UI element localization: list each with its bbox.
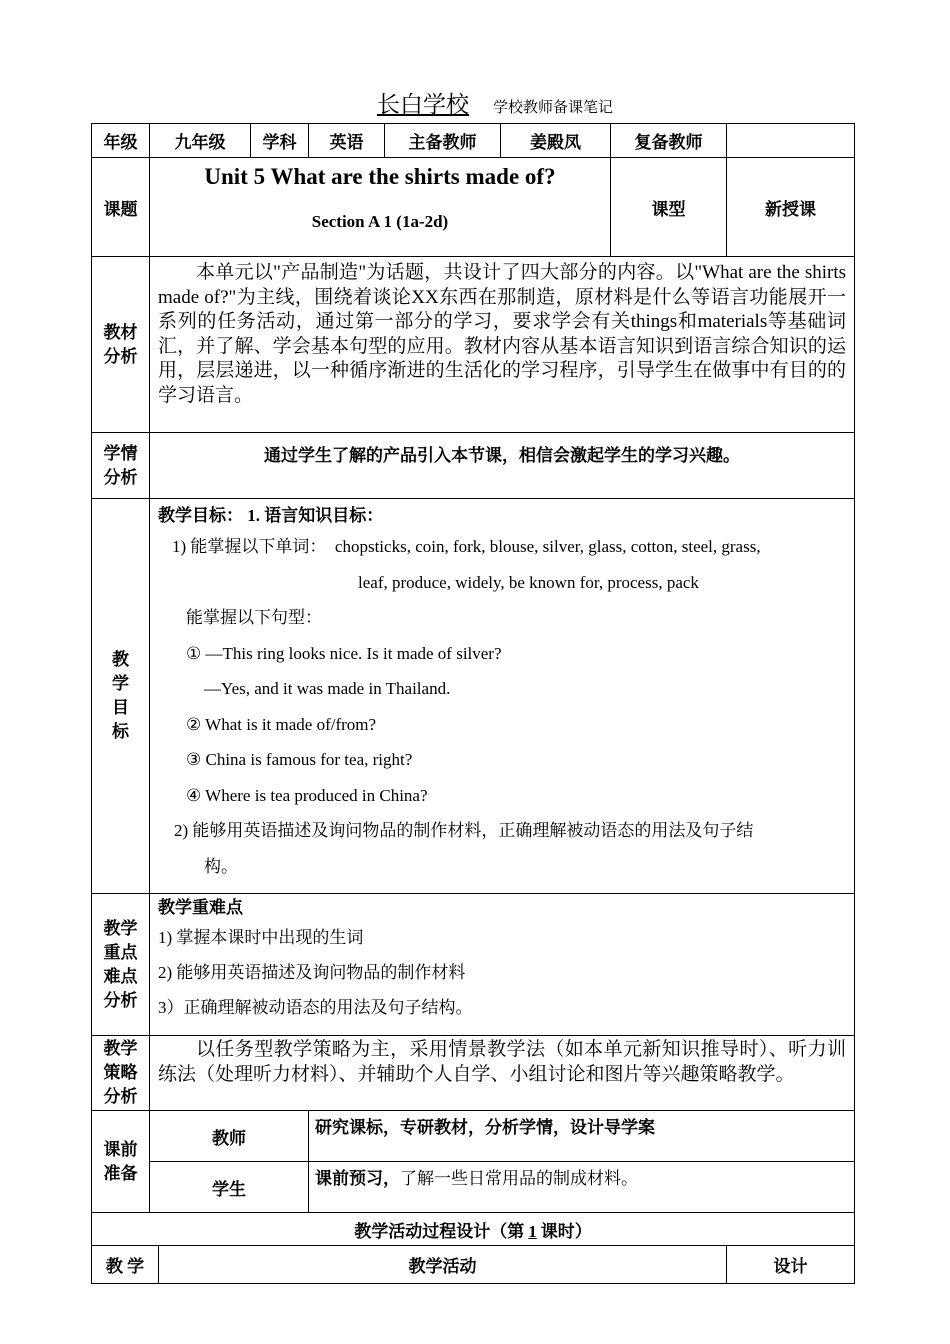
words-list-2: leaf, produce, widely, be known for, process, pack	[358, 572, 699, 592]
preparation-label: 课前准备	[92, 1111, 150, 1213]
key-points-cell	[150, 894, 855, 1036]
process-col-design: 设计	[727, 1246, 855, 1284]
material-analysis-label: 教材分析	[92, 257, 150, 433]
review-teacher-label: 复备教师	[611, 124, 727, 158]
key-points-label: 教学重点难点分析	[92, 894, 150, 1036]
strategy-text: 以任务型教学策略为主，采用情景教学法（如本单元新知识推导时）、听力训练法（处理听力材料）、并辅助个人自学、小组讨论和图片等兴趣策略教学。	[158, 1039, 846, 1085]
prep-teacher-label: 教师	[150, 1111, 309, 1162]
material-analysis-cell	[150, 257, 855, 433]
grade-value: 九年级	[150, 124, 251, 158]
topic-label: 课题	[92, 158, 150, 257]
teaching-goals-cell	[150, 499, 855, 894]
review-teacher-value	[727, 124, 855, 158]
process-title: 教学活动过程设计（第 1 课时）	[92, 1213, 855, 1246]
key-point-3: 3）正确理解被动语态的用法及句子结构。	[158, 998, 473, 1017]
subject-value: 英语	[309, 124, 385, 158]
key-points-heading: 教学重难点	[158, 898, 243, 917]
topic-cell	[150, 158, 611, 257]
goals-heading: 教学目标： 1. 语言知识目标：	[158, 506, 384, 525]
lesson-plan-table	[91, 123, 855, 1284]
prep-student-bold: 课前预习，	[315, 1169, 400, 1188]
patterns-intro: 能掌握以下句型：	[186, 608, 322, 627]
lead-teacher-value: 姜殿凤	[501, 124, 611, 158]
sentence-2: ② What is it made of/from?	[186, 714, 377, 734]
key-point-1: 1) 掌握本课时中出现的生词	[158, 928, 364, 947]
lesson-type-label: 课型	[611, 158, 727, 257]
sentence-1b: —Yes, and it was made in Thailand.	[204, 679, 451, 698]
sentence-3: ③ China is famous for tea, right?	[186, 750, 413, 769]
sentence-1a: ① —This ring looks nice. Is it made of silver?	[186, 643, 502, 663]
sentence-4: ④ Where is tea produced in China?	[186, 785, 428, 805]
grade-label: 年级	[92, 124, 150, 158]
subject-label: 学科	[251, 124, 309, 158]
teaching-goals-label: 教学目标	[92, 499, 150, 894]
document-subtitle: 学校教师备课笔记	[492, 100, 613, 116]
strategy-label: 教学策略分析	[92, 1036, 150, 1111]
strategy-cell	[150, 1036, 855, 1111]
learner-analysis-label: 学情分析	[92, 433, 150, 499]
process-col-activity: 教学活动	[159, 1246, 727, 1284]
words-list-1: chopsticks, coin, fork, blouse, silver, glass, cotton, steel, grass,	[334, 537, 761, 556]
words-intro: 1) 能掌握以下单词：	[172, 537, 327, 556]
document-title	[0, 86, 950, 119]
goal-item-2: 2) 能够用英语描述及询问物品的制作材料，正确理解被动语态的用法及句子结	[174, 821, 754, 840]
prep-student-cell	[309, 1162, 855, 1213]
section-title: Section A 1 (1a-2d)	[311, 212, 449, 231]
material-analysis-text: 本单元以"产品制造"为话题，共设计了四大部分的内容。以"What are the shirts made of?"为主线，围绕着谈论XX东西在那制造，原材料是什么等语言功能展开一系列的任务活动，通过第一部分的学习，要求学会有关things和materials等基础词汇，并了解、学会基本句型的应用。教材内容从基本语言知识到语言综合知识的运用，层层递进，以一种循序渐进的生活化的学习程序，引导学生在做事中有目的的学习语言。	[158, 262, 846, 406]
lead-teacher-label: 主备教师	[385, 124, 501, 158]
unit-title: Unit 5 What are the shirts made of?	[204, 164, 556, 189]
prep-teacher-text: 研究课标，专研教材，分析学情，设计导学案	[309, 1111, 855, 1162]
key-point-2: 2) 能够用英语描述及询问物品的制作材料	[158, 963, 466, 982]
school-name: 长白学校	[376, 92, 469, 117]
learner-analysis-text: 通过学生了解的产品引入本节课，相信会激起学生的学习兴趣。	[150, 433, 855, 499]
prep-student-text: 了解一些日常用品的制成材料。	[400, 1169, 638, 1188]
lesson-type-value: 新授课	[727, 158, 855, 257]
prep-student-label: 学生	[150, 1162, 309, 1213]
process-col-stage: 教 学	[92, 1246, 159, 1284]
period-number: 1	[528, 1221, 537, 1241]
goal-item-2-cont: 构。	[204, 856, 238, 876]
